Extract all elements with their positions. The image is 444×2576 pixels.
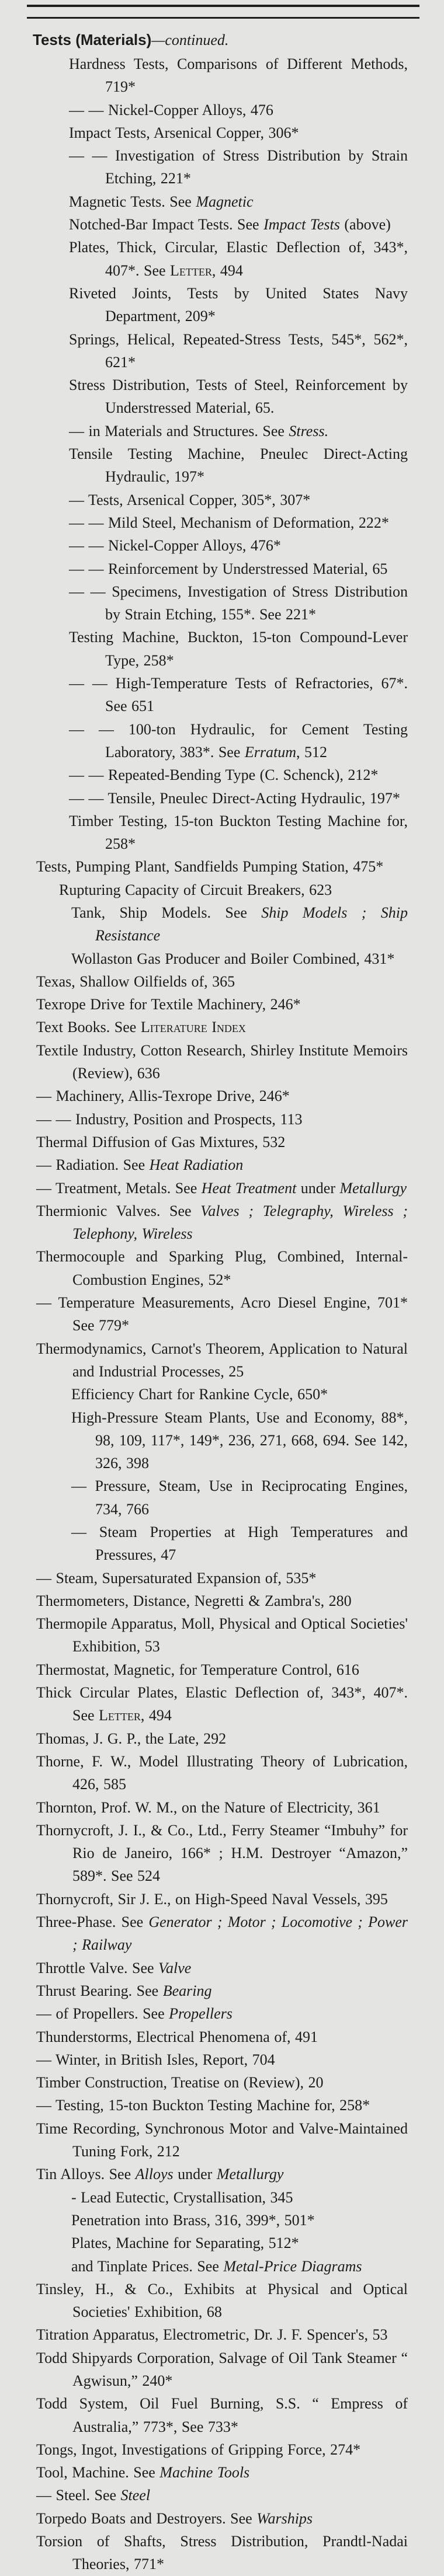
index-entry: [69, 489, 408, 511]
index-entry: [36, 1888, 408, 1911]
index-entry: [36, 1589, 408, 1612]
index-entry: [69, 534, 408, 557]
entry-text: — — Mild Steel, Mechanism of Deformation, 222*: [69, 514, 389, 531]
entry-text: — Treatment, Metals. See: [36, 1179, 202, 1197]
index-entry: [69, 557, 408, 580]
entry-text: Torpedo Boats and Destroyers. See: [36, 2509, 257, 2527]
index-entry: [36, 1177, 408, 1200]
entry-text: Rupturing Capacity of Circuit Breakers, 623: [59, 881, 332, 898]
entry-text: Torsion of Shafts, Stress Distribution, Prandtl-Nadai Theories, 771*: [36, 2533, 408, 2573]
entry-text: Thornycroft, J. I., & Co., Ltd., Ferry Steamer “Imbuhy” for Rio de Janeiro, 166* ; H.M. Destroyer “Amazon,” 589*. See 524: [36, 1821, 408, 1885]
entry-text: — Steam Properties at High Temperatures and Pressures, 47: [71, 1524, 408, 1564]
cross-reference: Metal-Price Diagrams: [223, 2257, 362, 2275]
reference-smallcaps: Letter: [170, 262, 212, 279]
entry-text: — — Reinforcement by Understressed Material, 65: [69, 560, 388, 577]
cross-reference: Steel: [120, 2487, 151, 2504]
entry-text: Riveted Joints, Tests by United States Navy Department, 209*: [69, 284, 408, 325]
index-entry: [59, 879, 408, 901]
entry-text: Todd Shipyards Corporation, Salvage of Oil Tank Steamer “ Agwisun,” 240*: [36, 2349, 408, 2389]
entry-text: Tank, Ship Models. See: [71, 904, 262, 921]
index-entry: [69, 328, 408, 374]
entry-text: Testing Machine, Buckton, 15-ton Compound-Lever Type, 258*: [69, 629, 408, 669]
index-entry: [36, 1819, 408, 1888]
entry-text: - Lead Eutectic, Crystallisation, 345: [71, 2188, 293, 2206]
entry-text: under: [296, 1179, 340, 1197]
index-page: [0, 29, 444, 2576]
cross-reference: Impact Tests: [263, 216, 340, 233]
index-entry: [36, 2278, 408, 2324]
index-entry: [36, 1291, 408, 1337]
index-entry: [36, 1245, 408, 1291]
index-entry: [36, 2507, 408, 2530]
entry-text: Thunderstorms, Electrical Phenomena of, 491: [36, 2028, 318, 2045]
entry-text: Thick Circular Plates, Elastic Deflection of, 343*, 407*. See: [36, 1684, 408, 1724]
index-entry: [36, 2530, 408, 2576]
entry-text: — of Propellers. See: [36, 2005, 169, 2023]
entry-text: — — Investigation of Stress Distribution by Strain Etching, 221*: [69, 147, 408, 187]
cross-reference: Valves ; Telegraphy, Wireless ; Telephony, Wireless: [72, 1202, 408, 1243]
cross-reference: Heat Treatment: [201, 1179, 297, 1197]
cross-reference: Ship Models ; Ship Resistance: [95, 904, 408, 944]
cross-reference: Warships: [256, 2509, 313, 2527]
entry-text: — — Tensile, Pneulec Direct-Acting Hydraulic, 197*: [69, 789, 400, 807]
entry-text: High-Pressure Steam Plants, Use and Economy, 88*, 98, 109, 117*, 149*, 236, 271, 668, 694. See 142, 326, 398: [71, 1409, 408, 1472]
index-entry: [36, 1911, 408, 1957]
entry-text: — Winter, in British Isles, Report, 704: [36, 2051, 275, 2068]
index-entry: [36, 1750, 408, 1796]
entry-text: Tensile Testing Machine, Pneulec Direct-Acting Hydraulic, 197*: [69, 445, 408, 486]
entry-text: — Pressure, Steam, Use in Reciprocating Engines, 734, 766: [71, 1477, 408, 1518]
index-entry: [36, 970, 408, 993]
index-entry: [36, 1039, 408, 1085]
index-entry: [69, 672, 408, 718]
entry-text: Thornycroft, Sir J. E., on High-Speed Naval Vessels, 395: [36, 1890, 388, 1908]
index-entry: [69, 420, 408, 442]
cross-reference: Bearing: [162, 1982, 212, 1999]
index-entry: [69, 99, 408, 121]
index-entry: [69, 121, 408, 144]
index-entry: [36, 1153, 408, 1176]
entry-text: Tinsley, H., & Co., Exhibits at Physical and Optical Societies' Exhibition, 68: [36, 2280, 408, 2321]
entry-text: Titration Apparatus, Electrometric, Dr. J. F. Spencer's, 53: [36, 2326, 388, 2344]
index-entry: [36, 2484, 408, 2507]
entry-text: Thermostat, Magnetic, for Temperature Control, 616: [36, 1661, 359, 1678]
entry-text: — Radiation. See: [36, 1156, 150, 1174]
reference-smallcaps: Letter: [99, 1707, 141, 1724]
entry-text: — Temperature Measurements, Acro Diesel Engine, 701* See 779*: [36, 1294, 408, 1334]
index-entry: [69, 213, 408, 236]
section-heading: [33, 29, 444, 53]
index-entry: [71, 947, 408, 970]
entry-text: Textile Industry, Cotton Research, Shirley Institute Memoirs (Review), 636: [36, 1041, 408, 1082]
top-rule: [27, 5, 419, 7]
index-entry: [36, 2323, 408, 2346]
index-entry: [69, 764, 408, 786]
entry-text: — Steel. See: [36, 2487, 121, 2504]
entry-text: — — High-Temperature Tests of Refractories, 67*. See 651: [69, 675, 408, 715]
index-entry: [71, 2255, 408, 2278]
index-entry: [36, 1681, 408, 1727]
entry-text: Texas, Shallow Oilfields of, 365: [36, 972, 235, 990]
index-entry: [69, 282, 408, 328]
index-entry: [36, 1979, 408, 2002]
index-entry: [71, 2232, 408, 2254]
entry-text: — — Nickel-Copper Alloys, 476*: [69, 537, 281, 555]
entry-text: Stress Distribution, Tests of Steel, Reinforcement by Understressed Material, 65.: [69, 377, 408, 417]
entry-text: Three-Phase. See: [36, 1913, 149, 1931]
entry-text: — Machinery, Allis-Texrope Drive, 246*: [36, 1087, 290, 1105]
index-entry: [36, 2163, 408, 2185]
index-entry: [36, 1796, 408, 1819]
index-entry: [36, 1567, 408, 1589]
entry-text: Wollaston Gas Producer and Boiler Combined, 431*: [71, 950, 395, 967]
entry-text: Plates, Machine for Separating, 512*: [71, 2235, 299, 2252]
index-entry: [69, 718, 408, 764]
index-entry: [36, 2117, 408, 2163]
cross-reference: Magnetic: [196, 193, 254, 210]
entry-text: under: [173, 2166, 217, 2183]
entry-text: — — Repeated-Bending Type (C. Schenck), 212*: [69, 766, 379, 784]
entry-text: , 494: [140, 1707, 172, 1724]
entry-text: (above): [339, 216, 391, 233]
entry-text: — — Specimens, Investigation of Stress Distribution by Strain Etching, 155*. See 221*: [69, 583, 408, 623]
index-entry: [36, 2071, 408, 2094]
entry-text: Tool, Machine. See: [36, 2464, 160, 2481]
index-entry: [69, 442, 408, 489]
cross-reference: Valve: [158, 1959, 192, 1977]
index-entry: [36, 2438, 408, 2461]
entry-text: Tongs, Ingot, Investigations of Gripping Force, 274*: [36, 2441, 361, 2458]
entry-text: Plates, Thick, Circular, Elastic Deflection of, 343*, 407*. See: [69, 239, 408, 279]
entry-text: Thermocouple and Sparking Plug, Combined, Internal-Combustion Engines, 52*: [36, 1248, 408, 1288]
entry-text: and Tinplate Prices. See: [71, 2257, 224, 2275]
entry-text: Thermopile Apparatus, Moll, Physical and Optical Societies' Exhibition, 53: [36, 1615, 408, 1655]
entry-text: Hardness Tests, Comparisons of Different Methods, 719*: [69, 55, 408, 96]
index-entry: [69, 374, 408, 420]
entry-text: — in Materials and Structures. See: [69, 422, 289, 440]
cross-reference: Propellers: [169, 2005, 233, 2023]
index-entry: [36, 1957, 408, 1979]
index-entry: [36, 2026, 408, 2048]
index-entry: [71, 1406, 408, 1475]
index-entry: [69, 787, 408, 810]
index-entry: [69, 511, 408, 534]
index-entry: [69, 626, 408, 672]
index-entry: [36, 1200, 408, 1246]
cross-reference: Metallurgy: [216, 2166, 284, 2183]
index-entry: [71, 1383, 408, 1406]
index-entry: [36, 1658, 408, 1681]
entry-text: Throttle Valve. See: [36, 1959, 159, 1977]
index-entry: [36, 1085, 408, 1107]
entry-text: — — Nickel-Copper Alloys, 476: [69, 101, 273, 118]
section-heading-title: Tests (Materials): [33, 31, 152, 48]
entry-text: , 512: [296, 743, 327, 761]
index-entry: [71, 2209, 408, 2232]
reference-smallcaps: Literature Index: [140, 1019, 246, 1036]
cross-reference: Stress.: [289, 422, 329, 440]
entry-text: Impact Tests, Arsenical Copper, 306*: [69, 124, 299, 141]
header-rule: [27, 17, 419, 19]
entry-text: Thermal Diffusion of Gas Mixtures, 532: [36, 1133, 286, 1151]
entry-text: Magnetic Tests. See: [69, 193, 196, 210]
index-entry: [69, 144, 408, 190]
entry-text: Thrust Bearing. See: [36, 1982, 163, 1999]
index-entry: [69, 53, 408, 99]
entry-text: Todd System, Oil Fuel Burning, S.S. “ Empress of Australia,” 773*, See 733*: [36, 2395, 408, 2435]
cross-reference: Erratum: [244, 743, 296, 761]
entry-text: Timber Construction, Treatise on (Review), 20: [36, 2074, 324, 2092]
entry-text: Thermionic Valves. See: [36, 1202, 201, 1219]
index-entry: [36, 993, 408, 1016]
index-entry: [69, 810, 408, 856]
index-entry: [36, 1612, 408, 1658]
index-entry: [36, 2094, 408, 2117]
entry-text: Efficiency Chart for Rankine Cycle, 650*: [71, 1386, 328, 1403]
index-entry: [71, 2186, 408, 2209]
entry-text: Springs, Helical, Repeated-Stress Tests, 545*, 562*, 621*: [69, 330, 408, 371]
index-entry: [36, 855, 408, 878]
entry-text: Text Books. See: [36, 1019, 141, 1036]
cross-reference: Heat Radiation: [149, 1156, 244, 1174]
entry-text: Tests, Pumping Plant, Sandfields Pumping Station, 475*: [36, 858, 384, 876]
entry-text: Thomas, J. G. P., the Late, 292: [36, 1730, 227, 1747]
index-entry: [36, 2347, 408, 2393]
index-entry: [36, 2002, 408, 2025]
index-entry: [36, 2461, 408, 2484]
index-entry: [71, 901, 408, 947]
index-entry: [36, 1337, 408, 1383]
entry-text: Thornton, Prof. W. M., on the Nature of Electricity, 361: [36, 1798, 380, 1816]
entry-text: — Tests, Arsenical Copper, 305*, 307*: [69, 491, 311, 508]
index-entries: [0, 53, 444, 2576]
index-entry: [36, 1131, 408, 1153]
entry-text: Penetration into Brass, 316, 399*, 501*: [71, 2211, 315, 2229]
index-entry: [36, 2048, 408, 2071]
cross-reference: Metallurgy: [339, 1179, 407, 1197]
index-entry: [69, 236, 408, 282]
entry-text: — Steam, Supersaturated Expansion of, 535*: [36, 1569, 317, 1587]
entry-text: Texrope Drive for Textile Machinery, 246*: [36, 996, 301, 1013]
entry-text: Tin Alloys. See: [36, 2166, 136, 2183]
cross-reference: Generator ; Motor ; Locomotive ; Power ; Railway: [72, 1913, 408, 1954]
index-entry: [36, 2392, 408, 2438]
index-entry: [36, 1016, 408, 1038]
index-entry: [36, 1108, 408, 1131]
section-heading-continued: —continued.: [151, 32, 229, 48]
index-entry: [69, 190, 408, 213]
entry-text: Time Recording, Synchronous Motor and Valve-Maintained Tuning Fork, 212: [36, 2120, 408, 2160]
entry-text: , 494: [211, 262, 243, 279]
entry-text: — — 100-ton Hydraulic, for Cement Testing Laboratory, 383*. See: [69, 720, 408, 761]
index-entry: [71, 1475, 408, 1521]
entry-text: — — Industry, Position and Prospects, 113: [36, 1110, 303, 1128]
entry-text: Thermodynamics, Carnot's Theorem, Application to Natural and Industrial Processes, 25: [36, 1340, 408, 1380]
cross-reference: Alloys: [135, 2166, 174, 2183]
cross-reference: Machine Tools: [159, 2464, 250, 2481]
index-entry: [71, 1521, 408, 1567]
entry-text: Thermometers, Distance, Negretti & Zambra's, 280: [36, 1592, 352, 1609]
index-entry: [36, 1727, 408, 1750]
index-entry: [69, 580, 408, 626]
entry-text: Thorne, F. W., Model Illustrating Theory of Lubrication, 426, 585: [36, 1752, 408, 1793]
entry-text: Timber Testing, 15-ton Buckton Testing Machine for, 258*: [69, 812, 408, 853]
entry-text: Notched-Bar Impact Tests. See: [69, 216, 264, 233]
entry-text: — Testing, 15-ton Buckton Testing Machine for, 258*: [36, 2097, 370, 2114]
